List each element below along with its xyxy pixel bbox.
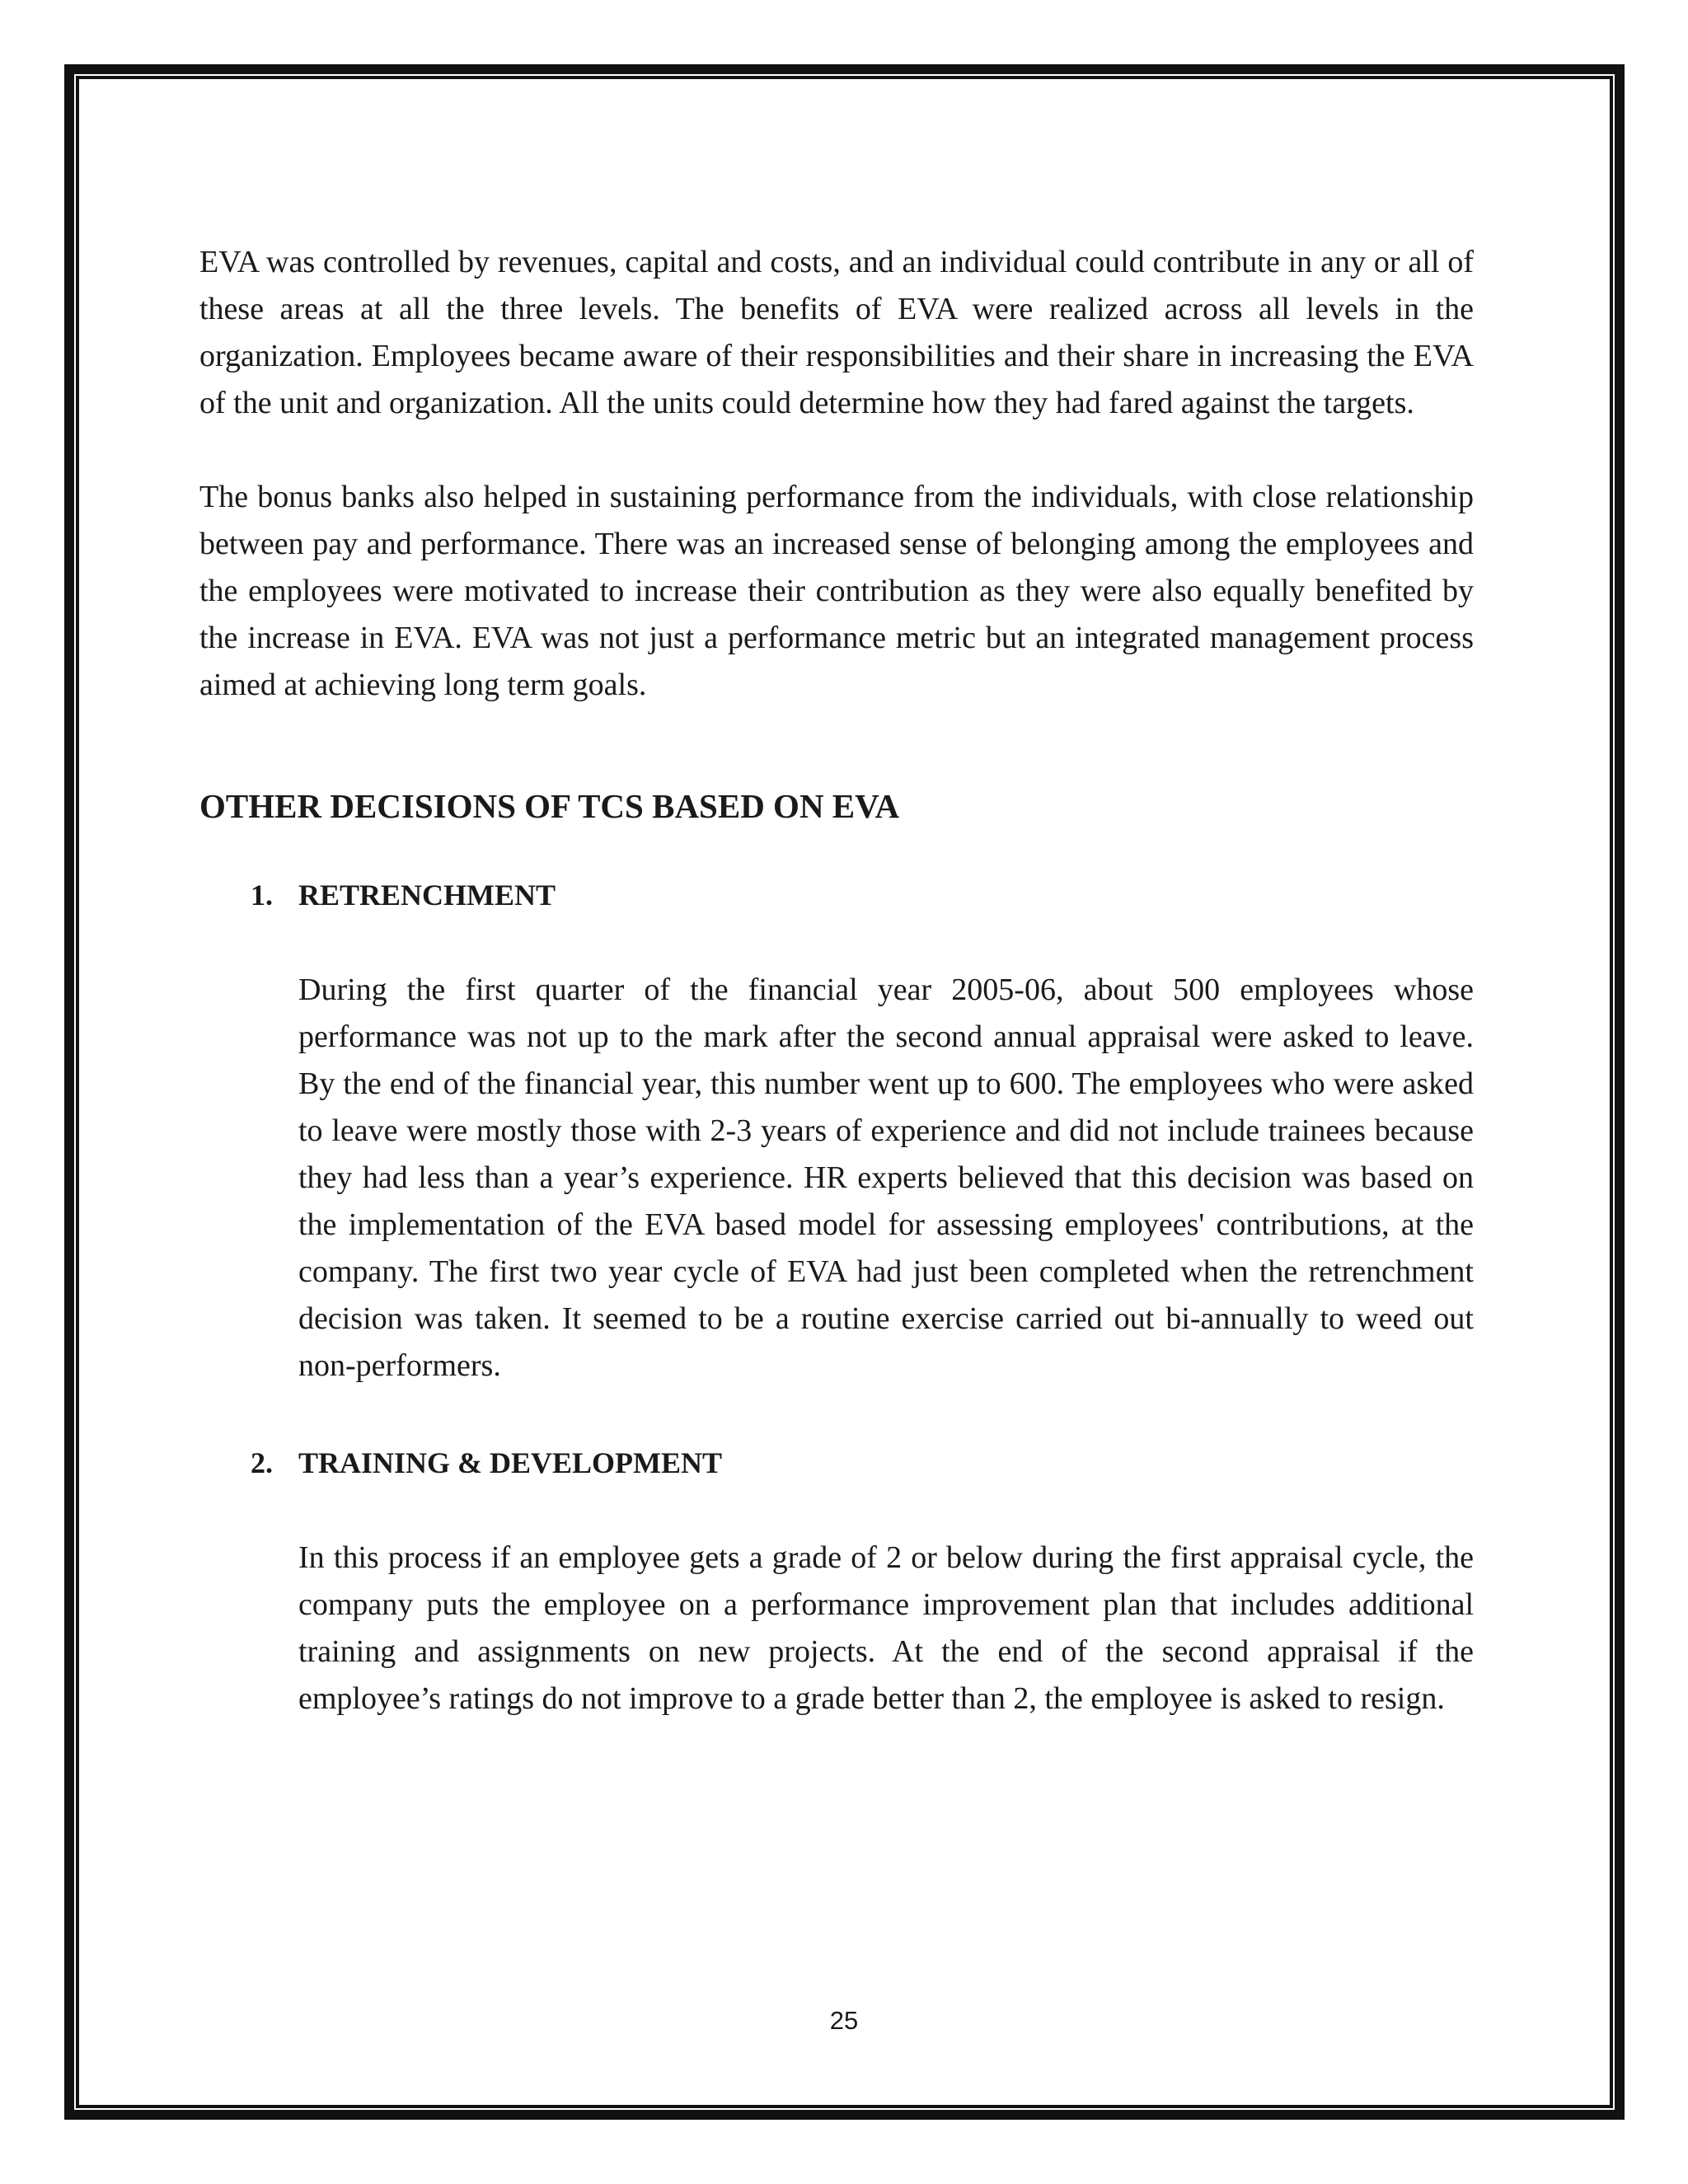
section-title: OTHER DECISIONS OF TCS BASED ON EVA — [199, 787, 900, 825]
list-item-retrenchment — [199, 874, 1474, 1390]
item-number: 2. — [251, 1446, 273, 1479]
paragraph-bonus-banks: The bonus banks also helped in sustaining performance from the individuals, with close relationship between pay and performance. There was an increased sense of belonging among the employees and the employees were motivated to increase their contribution as they were also equally benefited by the increase in EVA. EVA was not just a performance metric but an integrated management process aimed at achieving long term goals. — [199, 480, 1474, 702]
item-number: 1. — [251, 879, 273, 912]
item-heading-training — [251, 1442, 1474, 1483]
paragraph-eva-control: EVA was controlled by revenues, capital and costs, and an individual could contribute in any or all of these areas at all the three levels. The benefits of EVA were realized across all levels in the organization. Employees became aware of their responsibilities and their share in increasing the EVA of the unit and organization. All the units could determine how they had fared against the targets. — [199, 245, 1474, 420]
item-body-training: In this process if an employee gets a grade of 2 or below during the first appraisal cycle, the company puts the employee on a performance improvement plan that includes additional training and assignments on new projects. At the end of the second appraisal if the employee’s ratings do not improve to a grade better than 2, the employee is asked to resign. — [298, 1540, 1474, 1716]
item-heading-text: RETRENCHMENT — [298, 879, 556, 912]
page-number: 25 — [829, 2006, 859, 2035]
list-item-training — [199, 1442, 1474, 1722]
item-body-retrenchment: During the first quarter of the financial year 2005-06, about 500 employees whose performance was not up to the mark after the second annual appraisal were asked to leave. By the end of the financial year, this number went up to 600. The employees who were asked to leave were mostly those with 2-3 years of experience and did not include trainees because they had less than a year’s experience. HR experts believed that this decision was based on the implementation of the EVA based model for assessing employees' contributions, at the company. The first two year cycle of EVA had just been completed when the retrenchment decision was taken. It seemed to be a routine exercise carried out bi-annually to weed out non-performers. — [298, 972, 1474, 1383]
document-body — [199, 239, 1474, 1775]
item-heading-retrenchment — [251, 874, 1474, 916]
item-heading-text: TRAINING & DEVELOPMENT — [298, 1446, 723, 1479]
